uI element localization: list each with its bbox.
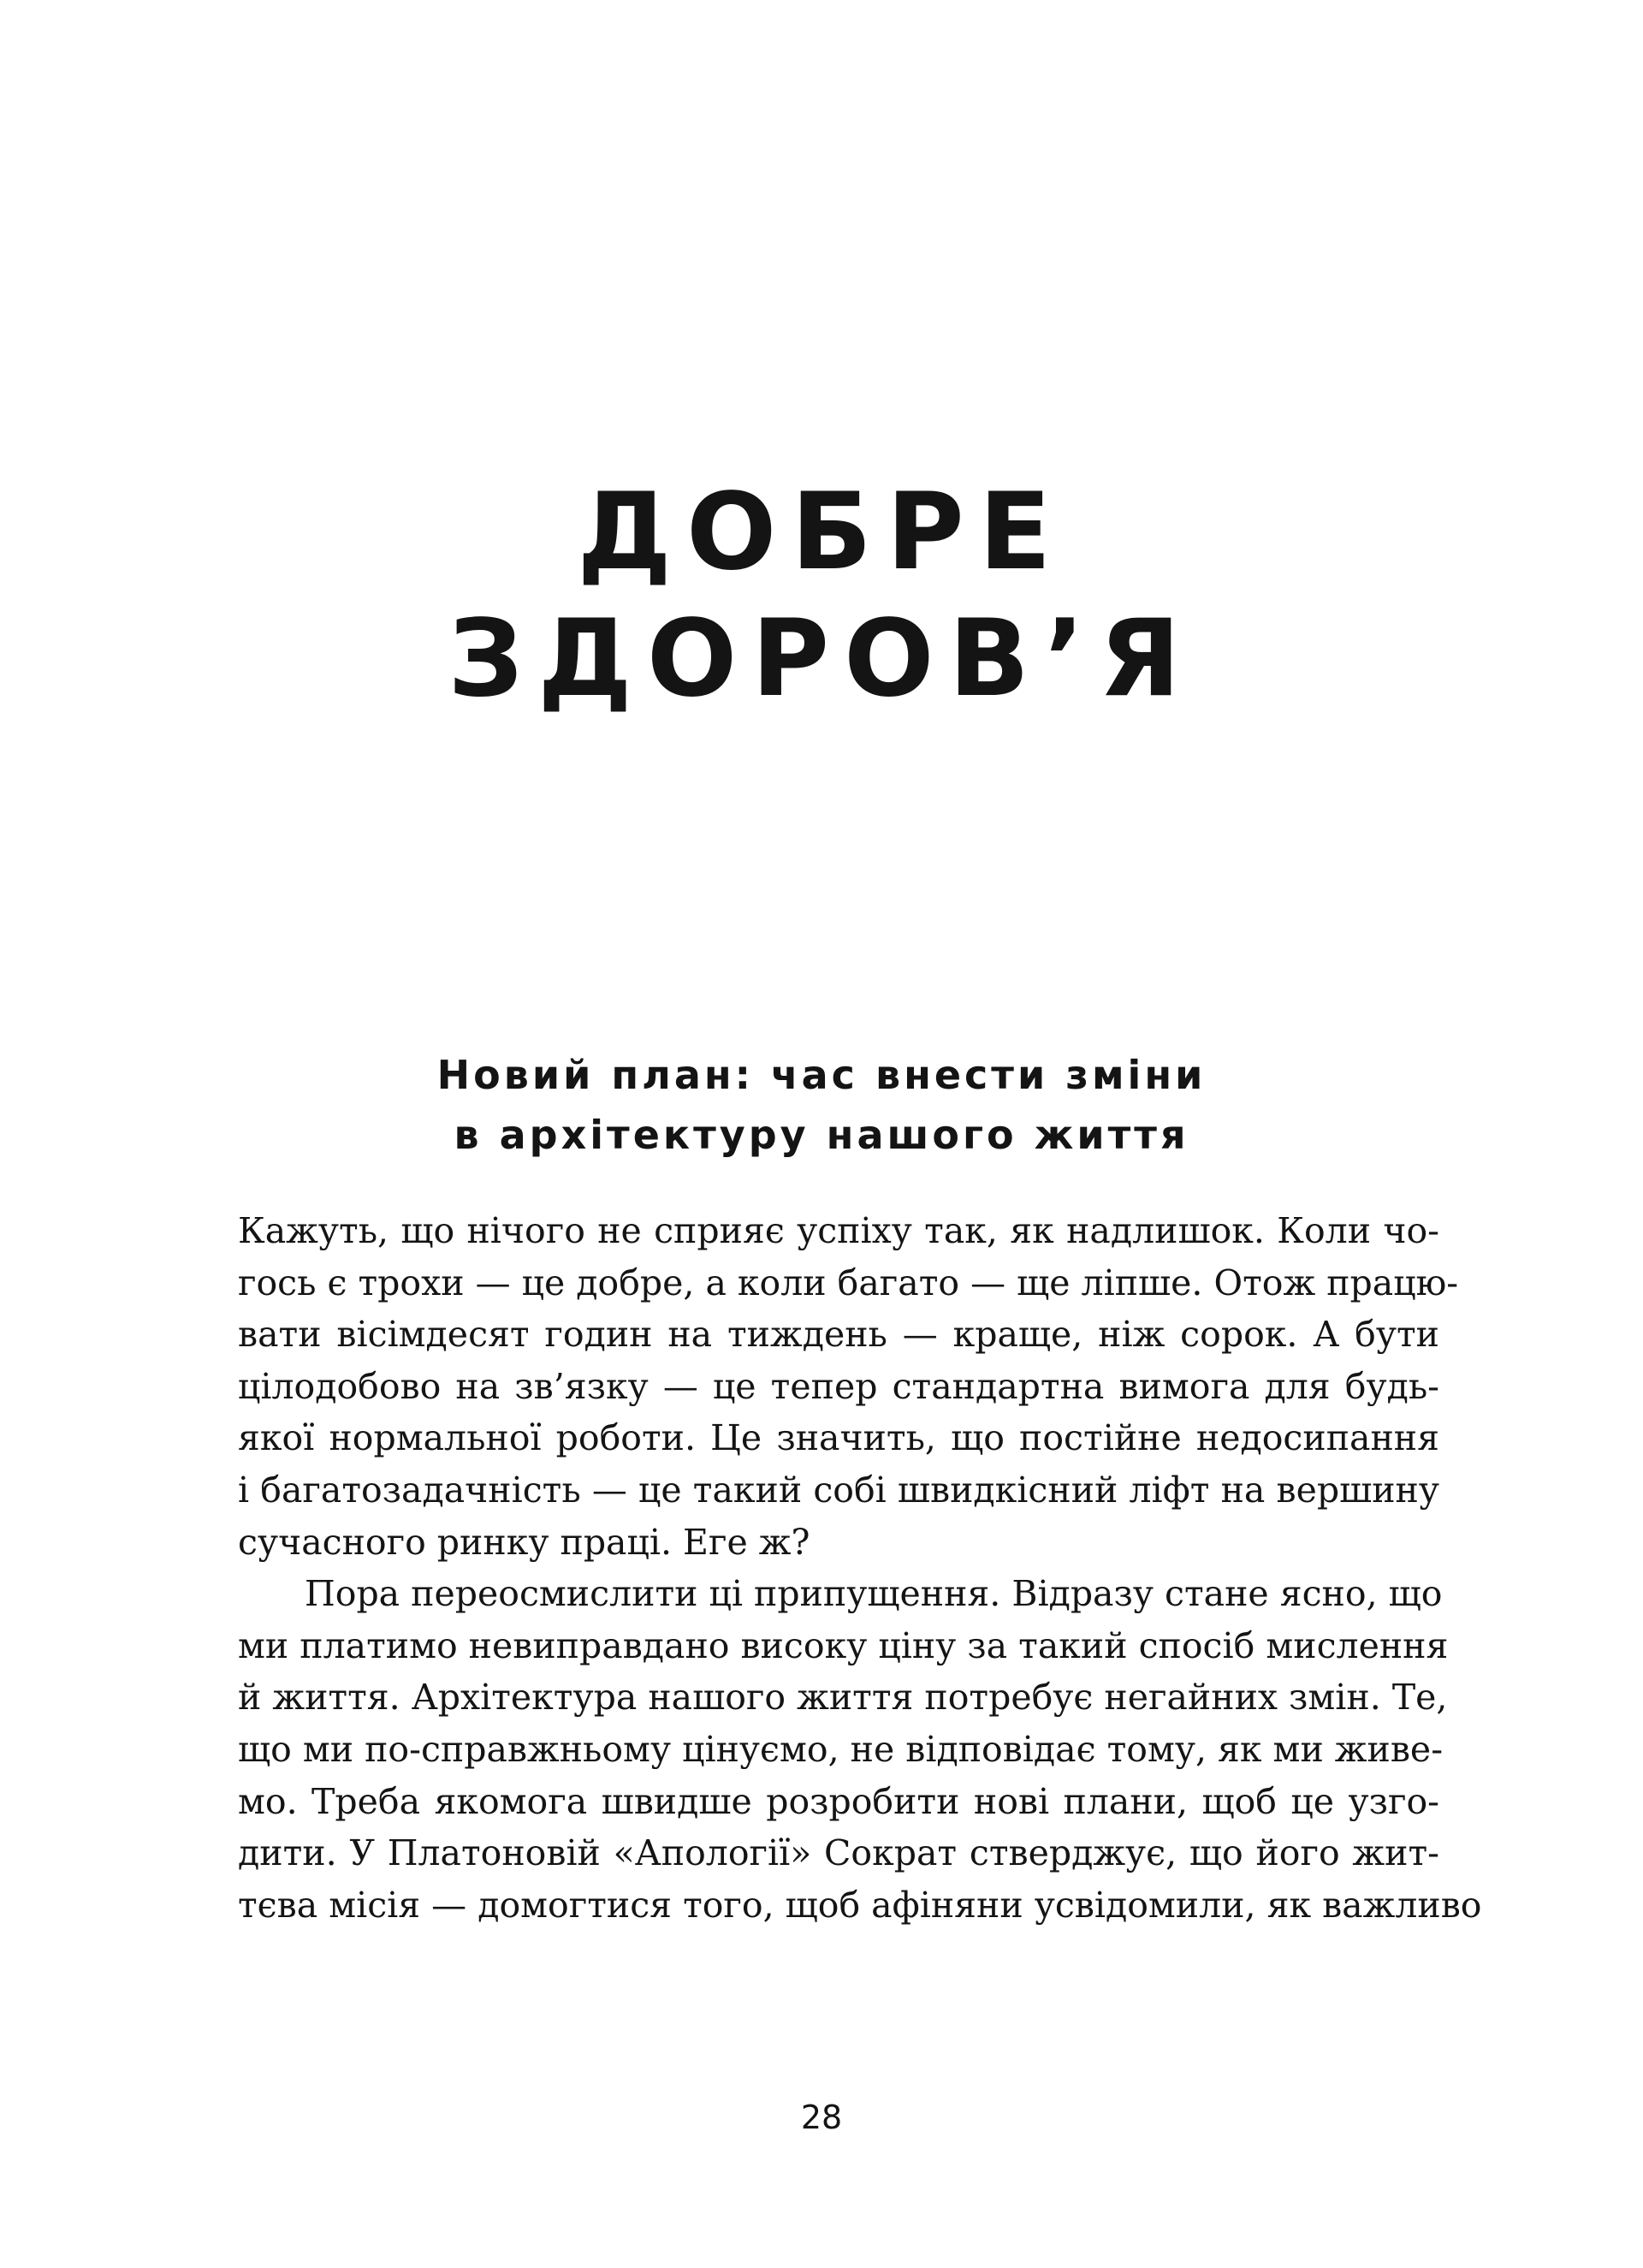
text-line: вати вісімдесят годин на тиждень — краще, ніж сорок. А бути [238,1314,1439,1356]
text-line: тєва місія — домогтися того, щоб афіняни усвідомили, як важливо [238,1884,1482,1926]
text-line: цілодобово на зв’язку — це тепер стандартна вимога для будь- [238,1365,1439,1407]
page-number: 28 [800,2099,843,2136]
text-line: і багатозадачність — це такий собі швидкісний ліфт на вершину [238,1469,1439,1511]
text-line: що ми по-справжньому цінуємо, не відповідає тому, як ми живе- [238,1728,1444,1770]
text-line: й життя. Архітектура нашого життя потребує негайних змін. Те, [238,1677,1448,1719]
text-line: гось є трохи — це добре, а коли багато — ще ліпше. Отож працю- [238,1262,1459,1303]
section-heading [0,1045,1643,1165]
paragraph-1 [238,1205,1459,1568]
paragraph-2 [238,1568,1482,1931]
text-line: мо. Треба якомога швидше розробити нові плани, щоб це узго- [238,1780,1439,1822]
chapter-title [0,469,1643,722]
text-line: сучасного ринку праці. Еге ж? [238,1521,810,1563]
text-line: дити. У Платоновій «Апології» Сократ стверджує, що його жит- [238,1832,1439,1874]
body-text [238,1205,1482,1931]
text-line: якої нормальної роботи. Це значить, що постійне недосипання [238,1417,1439,1459]
chapter-title-line-1: ДОБРЕ [577,471,1066,594]
text-line: Пора переосмислити ці припущення. Відразу стане ясно, що [305,1573,1443,1615]
text-line: Кажуть, що нічого не сприяє успіху так, як надлишок. Коли чо- [238,1210,1439,1251]
text-line: ми платимо невиправдано високу ціну за такий спосіб мислення [238,1624,1449,1666]
section-heading-line-2: в архітектуру нашого життя [454,1112,1189,1158]
chapter-title-line-2: ЗДОРОВ’Я [448,597,1195,721]
section-heading-line-1: Новий план: час внести зміни [436,1052,1207,1098]
